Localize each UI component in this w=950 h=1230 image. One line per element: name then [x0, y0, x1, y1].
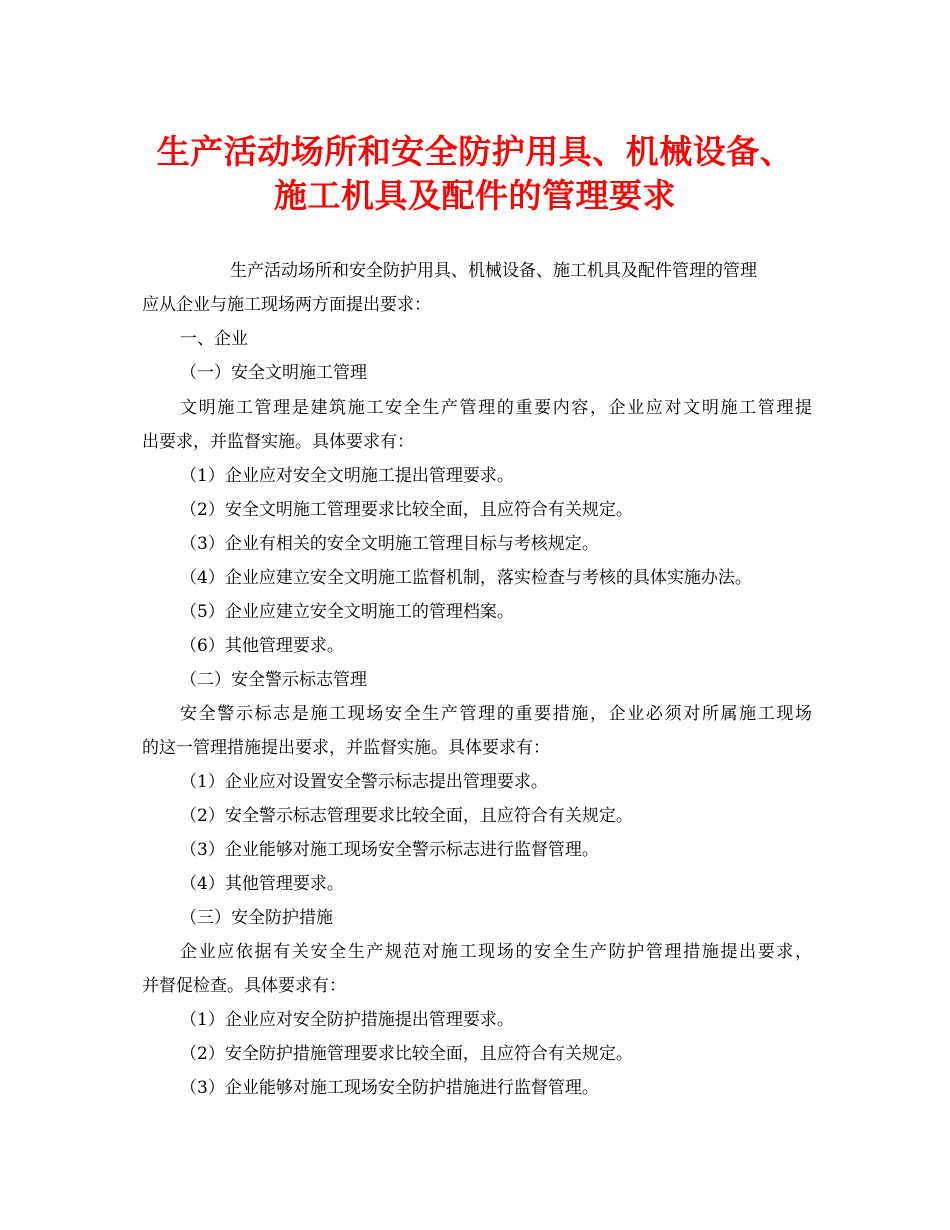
section-heading-enterprise: 一、企业	[180, 329, 248, 349]
list-item: （3）企业能够对施工现场安全警示标志进行监督管理。	[180, 840, 599, 860]
subsection-2-paragraph-line-1: 安全警示标志是施工现场安全生产管理的重要措施，企业必须对所属施工现场	[180, 704, 812, 724]
subsection-3-paragraph-line-2: 并督促检查。具体要求有：	[142, 976, 346, 996]
subsection-1-paragraph-line-1: 文明施工管理是建筑施工安全生产管理的重要内容，企业应对文明施工管理提	[180, 398, 812, 418]
list-item: （1）企业应对设置安全警示标志提出管理要求。	[180, 772, 548, 792]
list-item: （2）安全防护措施管理要求比较全面，且应符合有关规定。	[180, 1044, 633, 1064]
subsection-heading-protective-measures: （三）安全防护措施	[180, 908, 333, 928]
intro-paragraph-line-2: 应从企业与施工现场两方面提出要求：	[142, 295, 431, 315]
list-item: （5）企业应建立安全文明施工的管理档案。	[180, 602, 514, 622]
intro-paragraph-line-1: 生产活动场所和安全防护用具、机械设备、施工机具及配件管理的管理	[230, 261, 757, 281]
subsection-heading-civilized-construction: （一）安全文明施工管理	[180, 363, 367, 383]
list-item: （4）其他管理要求。	[180, 874, 344, 894]
document-title-line-2: 施工机具及配件的管理要求	[274, 176, 676, 215]
subsection-heading-warning-signs: （二）安全警示标志管理	[180, 670, 367, 690]
subsection-3-paragraph-line-1: 企业应依据有关安全生产规范对施工现场的安全生产防护管理措施提出要求，	[180, 942, 812, 962]
list-item: （3）企业能够对施工现场安全防护措施进行监督管理。	[180, 1078, 599, 1098]
list-item: （6）其他管理要求。	[180, 636, 344, 656]
list-item: （2）安全警示标志管理要求比较全面，且应符合有关规定。	[180, 806, 633, 826]
list-item: （1）企业应对安全文明施工提出管理要求。	[180, 466, 514, 486]
list-item: （3）企业有相关的安全文明施工管理目标与考核规定。	[180, 534, 599, 554]
list-item: （4）企业应建立安全文明施工监督机制，落实检查与考核的具体实施办法。	[180, 568, 752, 588]
subsection-1-paragraph-line-2: 出要求，并监督实施。具体要求有：	[142, 432, 414, 452]
list-item: （1）企业应对安全防护措施提出管理要求。	[180, 1010, 514, 1030]
document-title-line-1: 生产活动场所和安全防护用具、机械设备、	[156, 132, 794, 171]
subsection-2-paragraph-line-2: 的这一管理措施提出要求，并监督实施。具体要求有：	[142, 738, 550, 758]
list-item: （2）安全文明施工管理要求比较全面，且应符合有关规定。	[180, 500, 633, 520]
